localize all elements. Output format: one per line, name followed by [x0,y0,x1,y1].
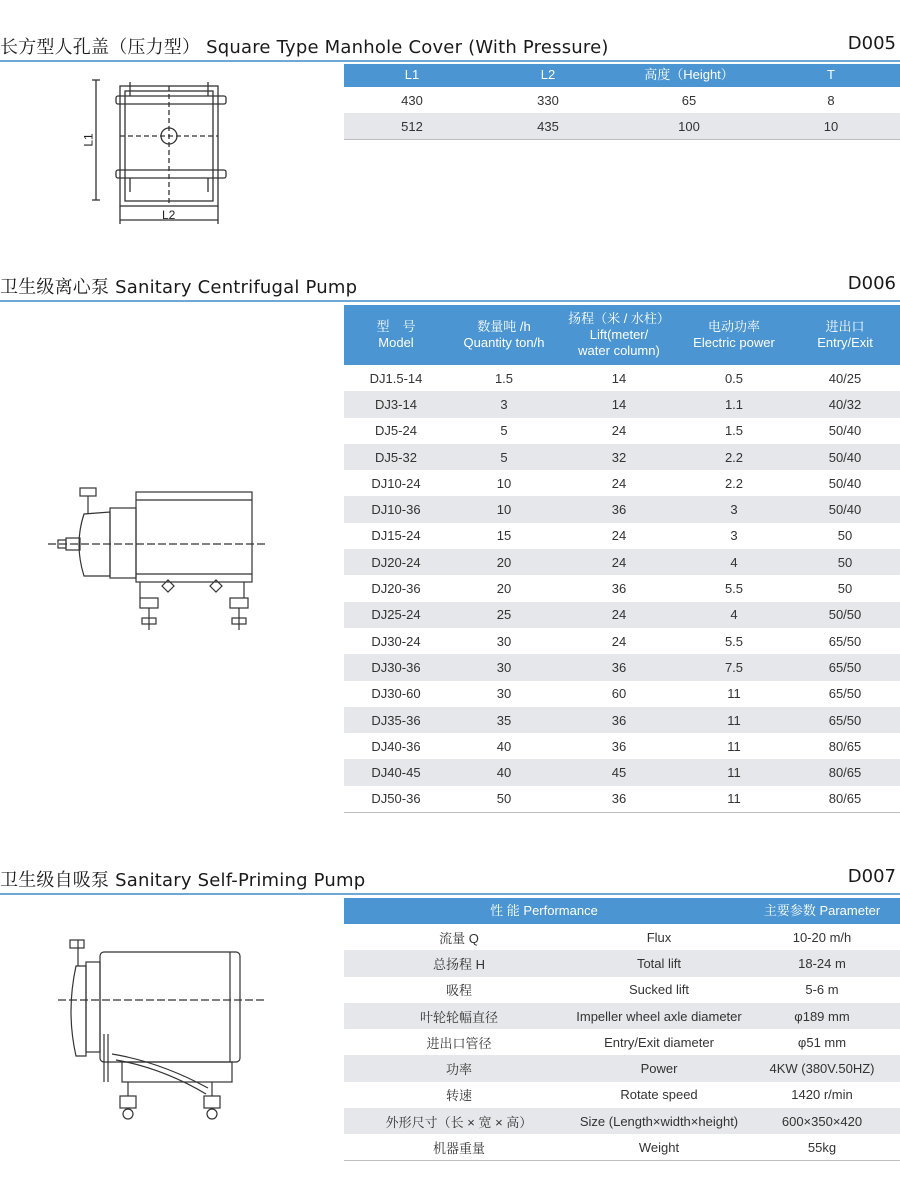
cell: 55kg [744,1134,900,1160]
table-header-row [344,305,900,365]
table-row [344,1108,900,1134]
cell: 25 [448,602,560,628]
table-row [344,87,900,113]
cell: 2.2 [678,444,790,470]
table-row [344,391,900,417]
table-row [344,113,900,139]
cell: 330 [537,92,559,108]
table-row [344,681,900,707]
header-line-cn: 进出口 [825,318,865,334]
cell: 65/50 [828,686,862,702]
column-header-performance: 性 能 Performance [344,898,744,924]
header-line-cn: 扬程（米 / 水柱） [568,310,670,326]
d006-divider [0,300,900,302]
cell: 8 [827,92,835,108]
cell: 2.2 [724,475,744,491]
column-header-power [678,305,790,365]
cell: 24 [611,475,627,491]
cell: 1420 r/min [791,1087,853,1103]
cell: 11 [678,707,790,733]
cell: 430 [401,92,423,108]
cell: 30 [448,654,560,680]
cell: 512 [344,113,480,139]
cell: 24 [611,423,627,439]
column-header-model [344,305,448,365]
cell: 435 [480,113,616,139]
cell: Sucked lift [629,982,689,998]
cell: DJ10-24 [371,475,421,491]
cell: 总扬程 H [344,950,574,976]
table-row [344,470,900,496]
cell: 功率 [344,1055,574,1081]
cell: 20 [496,581,512,597]
cell: DJ20-24 [344,549,448,575]
table-row [344,733,900,759]
cell: DJ3-14 [344,391,448,417]
cell: 36 [560,786,678,812]
cell: 40/32 [790,391,900,417]
cell: DJ5-32 [344,444,448,470]
cell: 进出口管径 [426,1035,492,1051]
cell: 7.5 [678,654,790,680]
cell: 14 [611,370,627,386]
column-header: 高度（Height） [616,64,762,87]
cell: 18-24 m [744,950,900,976]
cell: 3 [678,496,790,522]
table-row [344,759,900,785]
centrifugal-pump-drawing [44,480,270,636]
cell: 5.5 [724,581,744,597]
cell: 60 [611,686,627,702]
d005-spec-table [344,64,900,140]
table-row [344,444,900,470]
table-row [344,786,900,812]
d005-title: 长方型人孔盖（压力型） Square Type Manhole Cover (With Pressure) [0,37,609,58]
header-line-en: Quantity ton/h [463,335,545,350]
cell: 65/50 [828,633,862,649]
cell: 机器重量 [344,1134,574,1160]
d006-code: D006 [847,273,896,294]
cell: DJ50-36 [344,786,448,812]
cell: DJ30-36 [344,654,448,680]
cell: 100 [616,113,762,139]
cell: 80/65 [790,759,900,785]
cell: DJ30-60 [371,686,421,702]
cell: 吸程 [445,983,472,999]
d006-title: 卫生级离心泵 Sanitary Centrifugal Pump [0,277,358,298]
cell: DJ20-36 [371,581,421,597]
column-header-parameter: 主要参数 Parameter [744,898,900,924]
header-line-en: Lift(meter/ [589,326,649,342]
cell: 24 [611,528,627,544]
table-row [344,418,900,444]
cell: 24 [560,549,678,575]
cell: 20 [448,549,560,575]
table-row [344,549,900,575]
cell: DJ30-24 [371,633,421,649]
cell: 5-6 m [805,982,839,998]
cell: DJ15-24 [371,528,421,544]
cell: 50/40 [790,444,900,470]
column-header-entry-exit [790,305,900,365]
cell: Total lift [574,950,744,976]
header-line-en: Model [378,335,414,350]
cell: Flux [646,929,672,945]
cell: φ51 mm [797,1034,847,1050]
cell: Size (Length×width×height) [574,1108,744,1134]
cell: 50 [448,786,560,812]
table-row [344,1082,900,1108]
cell: 4 [678,549,790,575]
d005-divider [0,60,900,62]
cell: 1.5 [724,423,744,439]
header-line-cn: 型 号 [376,318,416,334]
self-priming-pump-drawing [30,936,270,1126]
drawing-label-l1: L1 [81,133,96,147]
header-line-en: Entry/Exit [817,335,873,350]
cell: 32 [560,444,678,470]
table-header-row [344,64,900,87]
cell: 24 [611,633,627,649]
cell: 65/50 [790,654,900,680]
cell: 40 [448,759,560,785]
cell: 36 [560,707,678,733]
cell: DJ40-45 [344,759,448,785]
cell: 50/40 [828,423,862,439]
table-row [344,602,900,628]
cell: 80/65 [790,786,900,812]
cell: 45 [560,759,678,785]
cell: 叶轮轮幅直径 [344,1003,574,1029]
cell: φ189 mm [744,1003,900,1029]
cell: DJ25-24 [344,602,448,628]
table-row [344,1134,900,1160]
cell: DJ10-36 [344,496,448,522]
cell: 50/50 [790,602,900,628]
table-row [344,628,900,654]
cell: 36 [611,581,627,597]
cell: 1.5 [494,370,514,386]
cell: 11 [678,759,790,785]
d005-code: D005 [847,33,896,54]
table-row [344,654,900,680]
table-header-row [344,898,900,924]
cell: 24 [560,602,678,628]
cell: 10 [496,475,512,491]
cell: 65/50 [790,707,900,733]
column-header: L1 [344,64,480,87]
cell: Power [574,1055,744,1081]
cell: 30 [496,686,512,702]
header-line-cn: 数量吨 /h [477,318,531,334]
drawing-label-l2: L2 [162,208,176,222]
table-row [344,575,900,601]
cell: 10-20 m/h [792,929,852,945]
cell: 3 [730,528,738,544]
cell: 50 [837,528,853,544]
cell: 5 [500,423,508,439]
cell: 50/40 [828,475,862,491]
d007-title: 卫生级自吸泵 Sanitary Self-Priming Pump [0,870,366,891]
cell: 15 [496,528,512,544]
cell: 36 [611,738,627,754]
cell: 36 [560,496,678,522]
column-header: L2 [480,64,616,87]
cell: 50/40 [790,496,900,522]
cell: 600×350×420 [744,1108,900,1134]
cell: 转速 [445,1088,472,1104]
table-row [344,523,900,549]
cell: DJ40-36 [371,738,421,754]
cell: 3 [448,391,560,417]
d007-spec-table [344,898,900,1161]
table-row [344,1029,900,1055]
cell: 11 [727,738,741,754]
table-row [344,365,900,391]
table-row [344,707,900,733]
cell: 65 [681,92,697,108]
cell: 流量 Q [439,930,479,946]
cell: 50 [837,581,853,597]
header-line-en: Electric power [693,335,775,350]
d006-spec-table [344,305,900,813]
cell: 10 [448,496,560,522]
cell: 35 [448,707,560,733]
table-row [344,924,900,950]
table-row [344,950,900,976]
table-row [344,1055,900,1081]
cell: Impeller wheel axle diameter [574,1003,744,1029]
cell: 36 [560,654,678,680]
cell: Weight [574,1134,744,1160]
cell: 30 [496,633,512,649]
table-row [344,1003,900,1029]
cell: 14 [560,391,678,417]
d007-code: D007 [847,866,896,887]
column-header: T [762,64,900,87]
cell: 5 [448,444,560,470]
cell: 0.5 [724,370,744,386]
cell: 40/25 [828,370,862,386]
column-header-lift [560,305,678,365]
cell: 80/65 [828,738,862,754]
cell: DJ5-24 [375,423,417,439]
cell: DJ35-36 [344,707,448,733]
cell: Entry/Exit diameter [604,1034,714,1050]
cell: 4 [678,602,790,628]
cell: Rotate speed [620,1087,698,1103]
header-line-en: water column) [578,343,660,359]
d007-divider [0,893,900,895]
column-header-quantity [448,305,560,365]
cell: DJ1.5-14 [369,370,423,386]
manhole-cover-drawing [80,72,240,232]
table-row [344,496,900,522]
cell: 40 [496,738,512,754]
cell: 5.5 [724,633,744,649]
header-line-cn: 电动功率 [707,318,760,334]
cell: 50 [790,549,900,575]
cell: 1.1 [678,391,790,417]
cell: 4KW (380V.50HZ) [744,1055,900,1081]
table-row [344,977,900,1003]
cell: 外形尺寸（长 × 宽 × 高） [344,1108,574,1134]
cell: 11 [727,686,741,702]
cell: 10 [762,113,900,139]
cell: 11 [678,786,790,812]
